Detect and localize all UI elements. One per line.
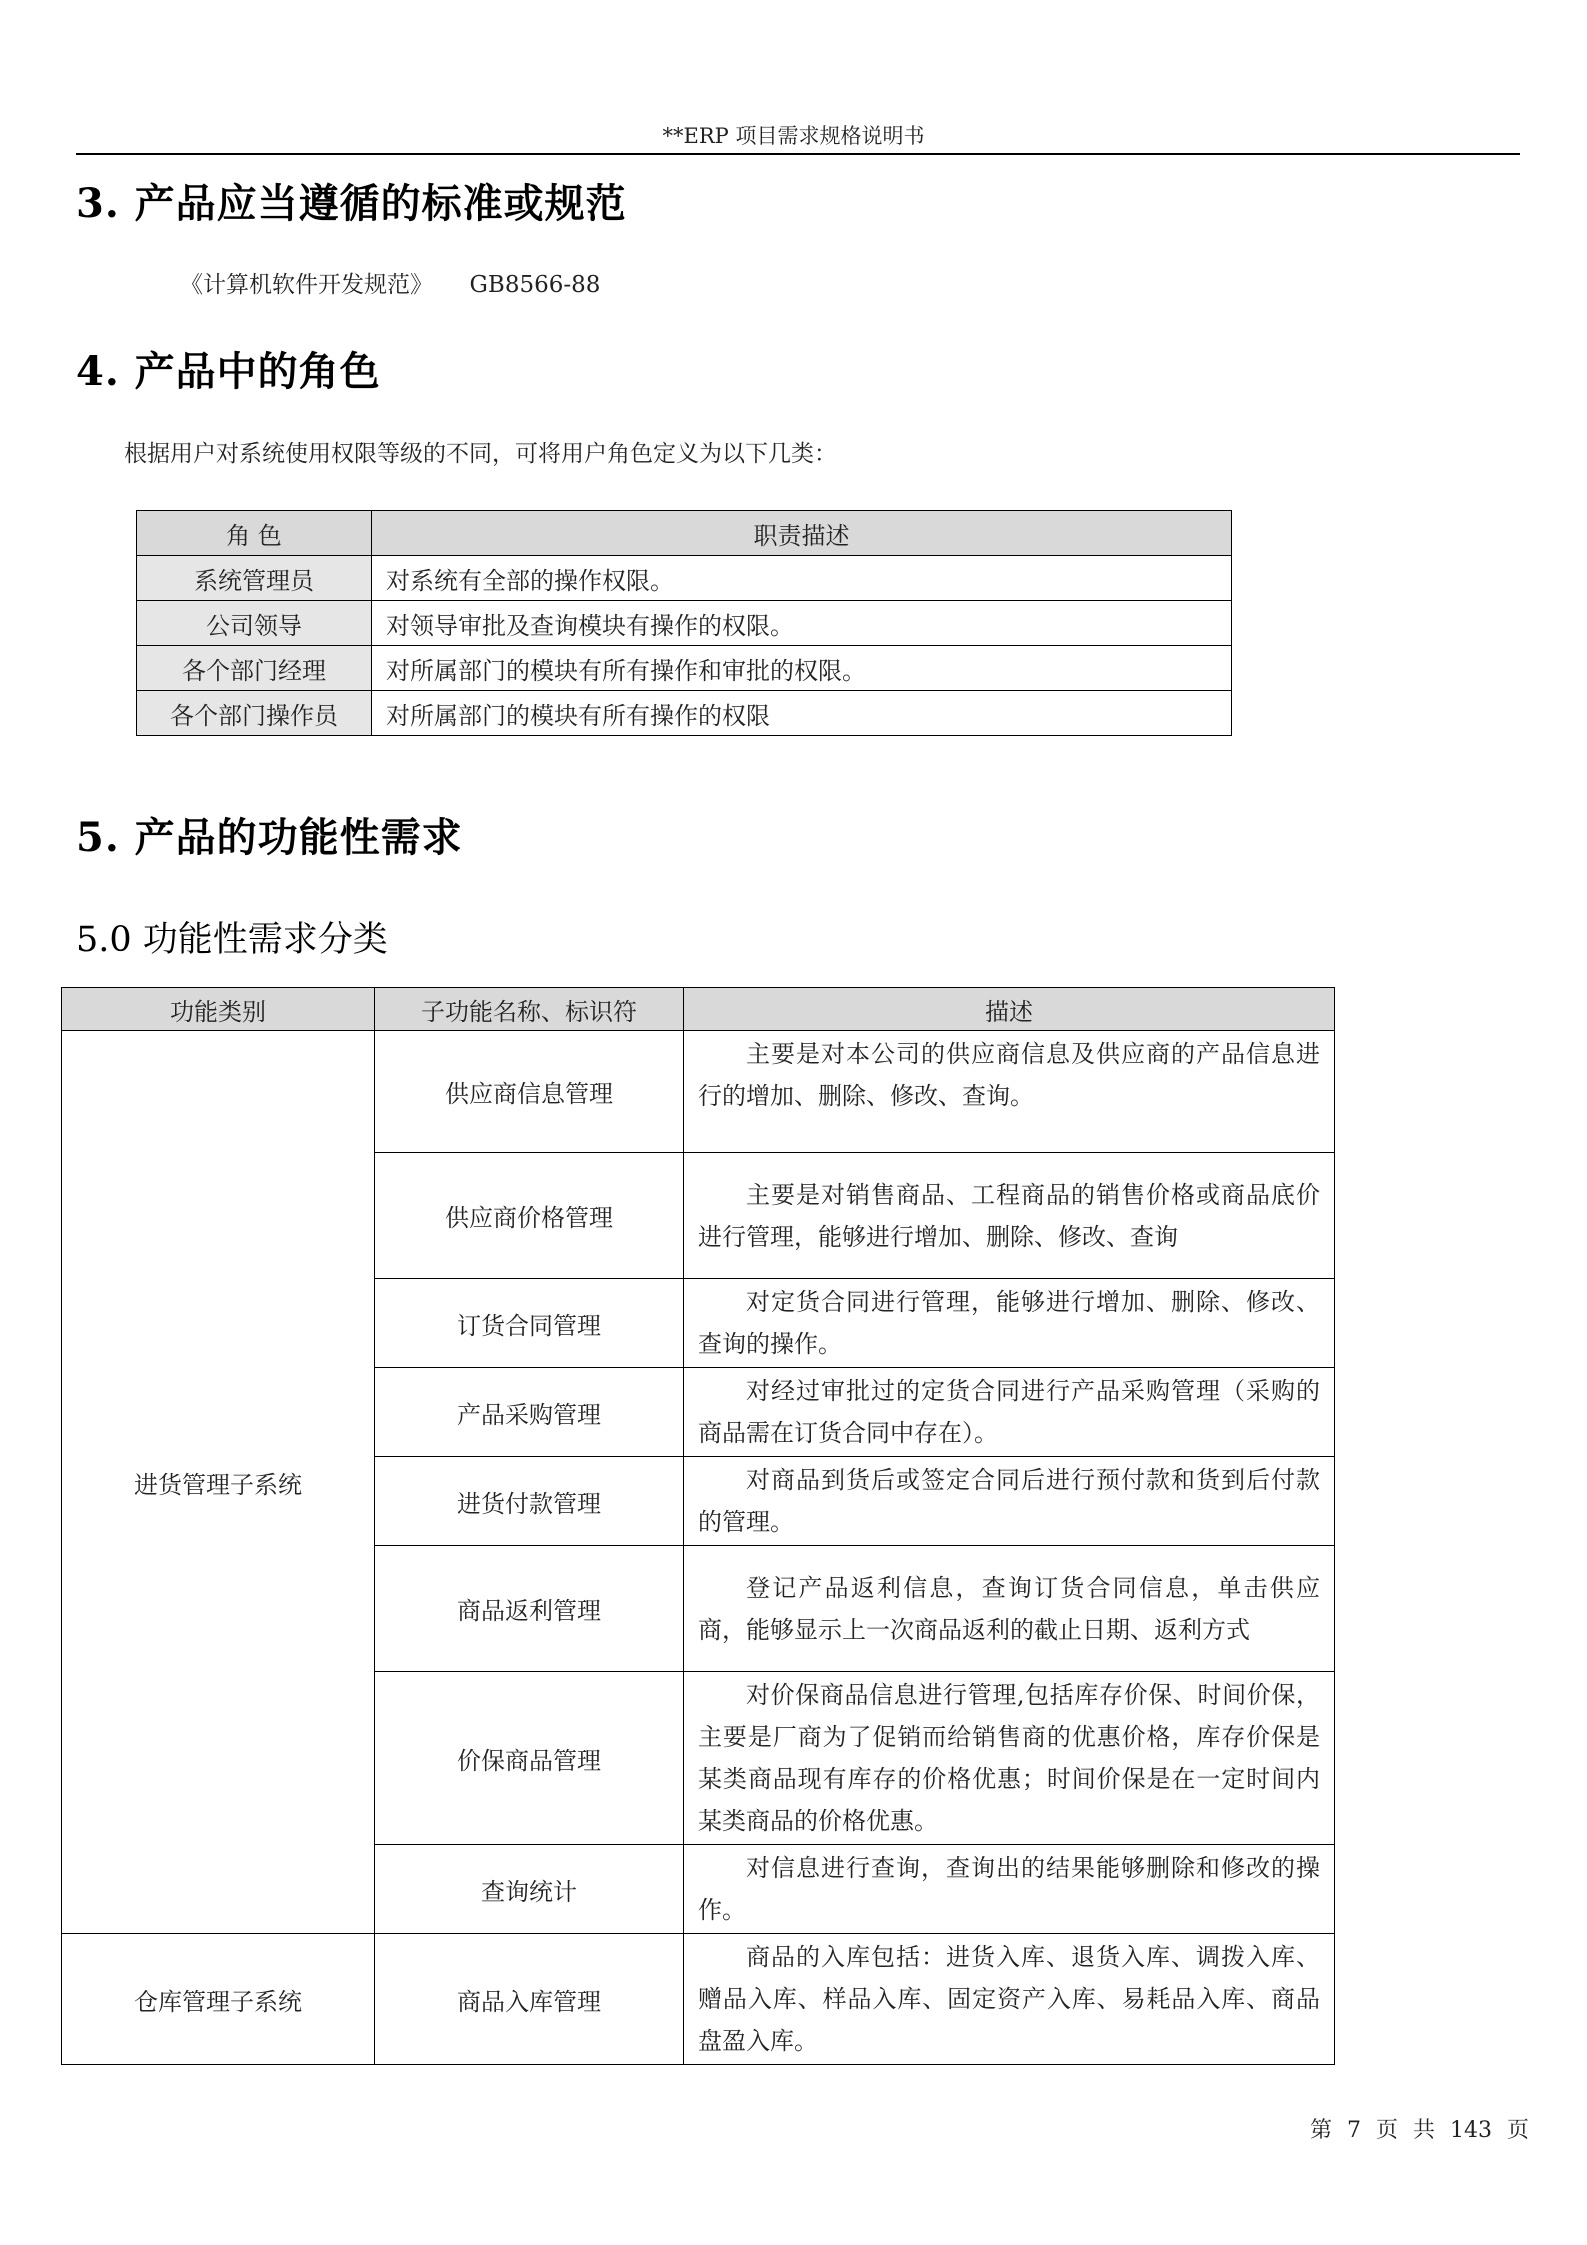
header-description: 描述 xyxy=(684,988,1335,1031)
role-desc: 对所属部门的模块有所有操作的权限 xyxy=(372,691,1232,736)
header-duty: 职责描述 xyxy=(372,511,1232,556)
description-cell: 商品的入库包括：进货入库、退货入库、调拨入库、赠品入库、样品入库、固定资产入库、易耗品入库、商品盘盈入库。 xyxy=(684,1934,1335,2065)
table-row xyxy=(137,691,1232,736)
section-5-0-heading: 5.0 功能性需求分类 xyxy=(76,920,388,960)
category-cell: 仓库管理子系统 xyxy=(62,1934,375,2065)
section-3-heading: 3. 产品应当遵循的标准或规范 xyxy=(76,180,627,227)
description-cell: 对信息进行查询，查询出的结果能够删除和修改的操作。 xyxy=(684,1845,1335,1934)
section-4-heading: 4. 产品中的角色 xyxy=(76,348,381,395)
table-row xyxy=(62,1031,1335,1153)
roles-table xyxy=(136,510,1232,736)
role-name: 各个部门操作员 xyxy=(137,691,372,736)
func-table-header xyxy=(62,988,1335,1031)
roles-table-header xyxy=(137,511,1232,556)
role-name: 公司领导 xyxy=(137,601,372,646)
role-name: 各个部门经理 xyxy=(137,646,372,691)
standard-reference: 《计算机软件开发规范》 GB8566-88 xyxy=(180,272,601,298)
table-row xyxy=(137,556,1232,601)
description-cell: 主要是对销售商品、工程商品的销售价格或商品底价进行管理，能够进行增加、删除、修改、查询 xyxy=(684,1153,1335,1279)
functional-requirements-table xyxy=(61,987,1335,2065)
roles-intro: 根据用户对系统使用权限等级的不同，可将用户角色定义为以下几类： xyxy=(124,441,837,467)
description-cell: 主要是对本公司的供应商信息及供应商的产品信息进行的增加、删除、修改、查询。 xyxy=(684,1031,1335,1153)
section-5-heading: 5. 产品的功能性需求 xyxy=(76,814,463,861)
description-cell: 对商品到货后或签定合同后进行预付款和货到后付款的管理。 xyxy=(684,1457,1335,1546)
subfunction-cell: 商品入库管理 xyxy=(375,1934,684,2065)
description-cell: 登记产品返利信息，查询订货合同信息，单击供应商，能够显示上一次商品返利的截止日期、返利方式 xyxy=(684,1546,1335,1672)
subfunction-cell: 进货付款管理 xyxy=(375,1457,684,1546)
table-row xyxy=(62,1934,1335,2065)
subfunction-cell: 价保商品管理 xyxy=(375,1672,684,1845)
category-cell: 进货管理子系统 xyxy=(62,1031,375,1934)
subfunction-cell: 查询统计 xyxy=(375,1845,684,1934)
description-cell: 对定货合同进行管理，能够进行增加、删除、修改、查询的操作。 xyxy=(684,1279,1335,1368)
role-desc: 对所属部门的模块有所有操作和审批的权限。 xyxy=(372,646,1232,691)
description-cell: 对价保商品信息进行管理,包括库存价保、时间价保，主要是厂商为了促销而给销售商的优惠价格，库存价保是某类商品现有库存的价格优惠；时间价保是在一定时间内某类商品的价格优惠。 xyxy=(684,1672,1335,1845)
subfunction-cell: 供应商信息管理 xyxy=(375,1031,684,1153)
page-header-title: **ERP 项目需求规格说明书 xyxy=(662,124,925,148)
subfunction-cell: 商品返利管理 xyxy=(375,1546,684,1672)
table-row xyxy=(137,646,1232,691)
role-desc: 对领导审批及查询模块有操作的权限。 xyxy=(372,601,1232,646)
table-row xyxy=(137,601,1232,646)
role-desc: 对系统有全部的操作权限。 xyxy=(372,556,1232,601)
header-subfunction: 子功能名称、标识符 xyxy=(375,988,684,1031)
subfunction-cell: 订货合同管理 xyxy=(375,1279,684,1368)
subfunction-cell: 供应商价格管理 xyxy=(375,1153,684,1279)
description-cell: 对经过审批过的定货合同进行产品采购管理（采购的商品需在订货合同中存在）。 xyxy=(684,1368,1335,1457)
subfunction-cell: 产品采购管理 xyxy=(375,1368,684,1457)
header-role: 角 色 xyxy=(137,511,372,556)
header-rule xyxy=(76,153,1520,155)
header-category: 功能类别 xyxy=(62,988,375,1031)
role-name: 系统管理员 xyxy=(137,556,372,601)
page-footer: 第 7 页 共 143 页 xyxy=(1310,2118,1529,2143)
